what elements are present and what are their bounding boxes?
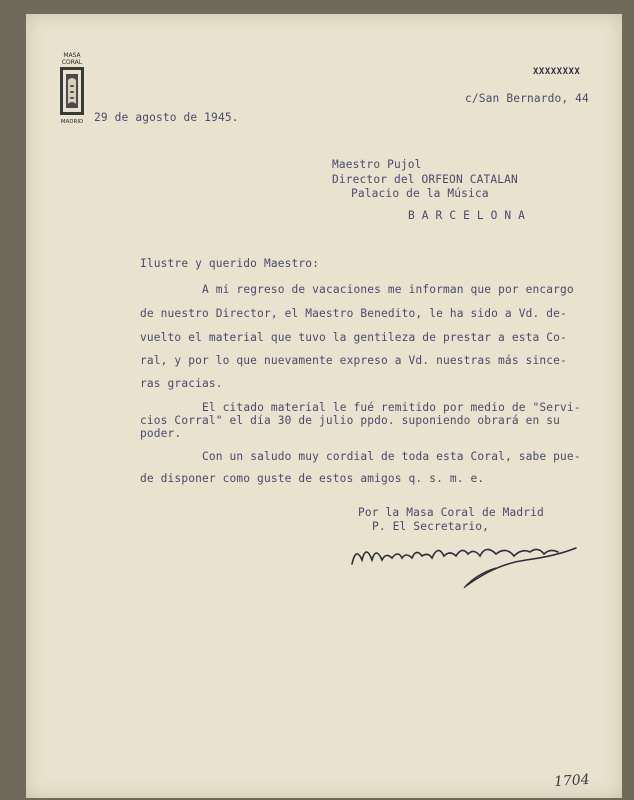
handwritten-signature [346,534,582,598]
closing-line: Por la Masa Coral de Madrid [358,506,544,519]
closing-signer: P. El Secretario, [372,520,490,533]
recipient-city: B A R C E L O N A [408,209,526,222]
body-line: Con un saludo muy cordial de toda esta Coral, sabe pue- [202,450,581,463]
sender-address: c/San Bernardo, 44 [465,92,589,105]
recipient-name: Maestro Pujol [332,158,422,171]
body-line: El citado material le fué remitido por medio de "Servi- [202,401,581,414]
body-line: ral, y por lo que nuevamente expreso a Vd. nuestras más since- [140,354,567,367]
body-line: ras gracias. [140,377,223,390]
body-line: poder. [140,427,182,440]
logo-line-1: MASA [63,52,81,59]
recipient-title: Director del ORFEON CATALAN [332,173,518,186]
archive-number: 1704 [553,771,591,791]
salutation: Ilustre y querido Maestro: [140,257,320,270]
logo-line-2: CORAL [61,59,83,66]
body-line: cios Corral" el día 30 de julio ppdo. suponiendo obrará en su [140,414,561,427]
masa-coral-logo [58,50,86,126]
body-line: de disponer como guste de estos amigos q. s. m. e. [140,472,485,485]
struck-out-stamp: XXXXXXXX [533,67,581,77]
recipient-place: Palacio de la Música [351,187,489,200]
body-line: vuelto el material que tuvo la gentileza de prestar a esta Co- [140,331,567,344]
body-line: de nuestro Director, el Maestro Benedito, le ha sido a Vd. de- [140,307,567,320]
letter-date: 29 de agosto de 1945. [94,111,239,124]
letter-page [26,14,622,798]
body-line: A mi regreso de vacaciones me informan que por encargo [202,283,574,296]
logo-city: MADRID [60,119,84,125]
